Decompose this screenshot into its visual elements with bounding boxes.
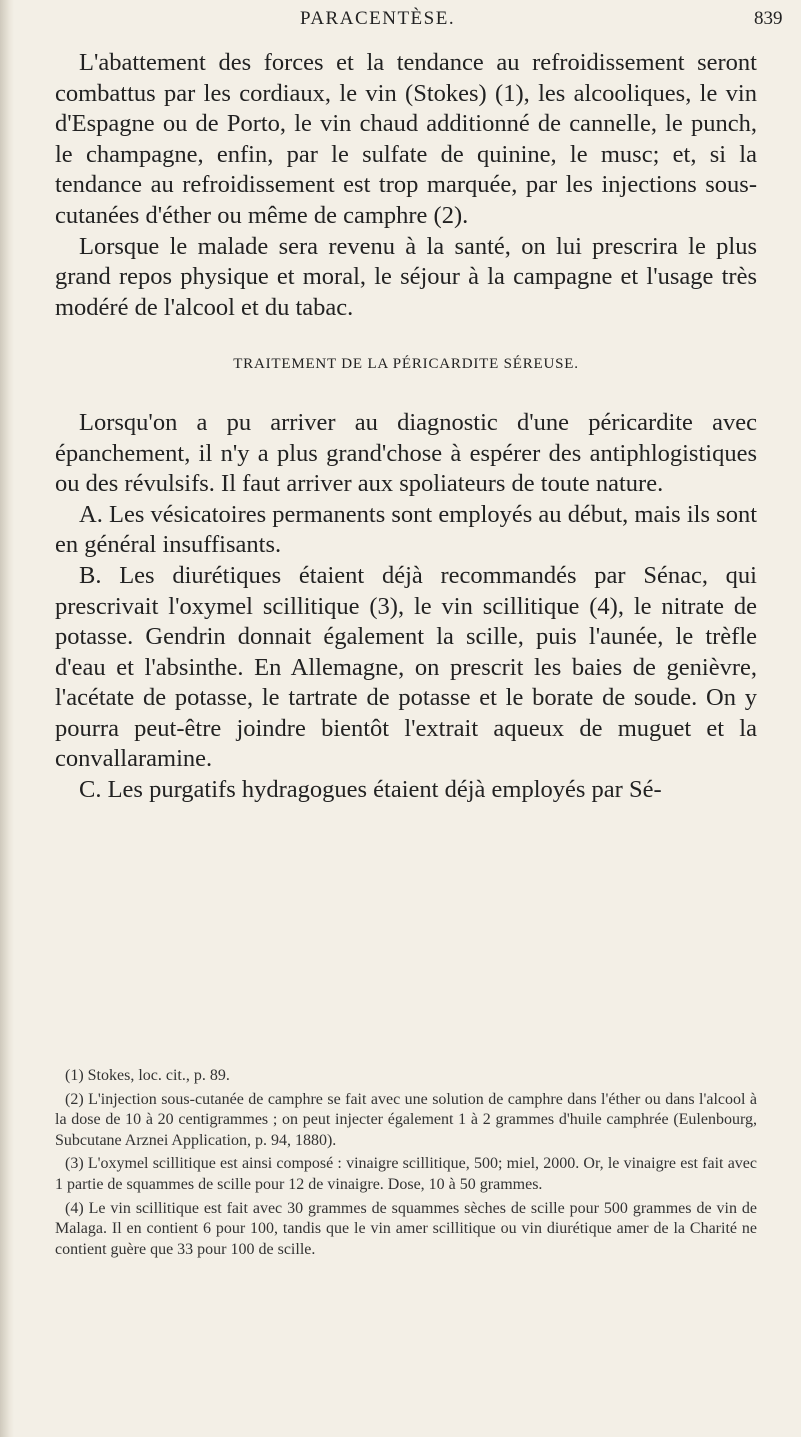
paragraph-convalescence: Lorsque le malade sera revenu à la santé, on lui prescrira le plus grand repos physique et moral, le séjour à la campagne et l'usage très modéré de l'alcool et du tabac.: [55, 232, 757, 321]
page-number: 839: [754, 8, 783, 29]
paragraph-refroidissement: L'abattement des forces et la tendance au refroidissement seront combattus par les cordiaux, le vin (Stokes) (1), les alcooliques, le vin d'Espagne ou de Porto, le vin chaud additionné de cannelle, le punch, le champagne, enfin, par le sulfate de quinine, le musc; et, si la tendance au refroidissement est trop marquée, par les injections sous-cutanées d'éther ou même de camphre (2).: [55, 49, 757, 229]
section-title: TRAITEMENT DE LA PÉRICARDITE SÉREUSE.: [233, 356, 579, 373]
footnote-1: (1) Stokes, loc. cit., p. 89.: [65, 1067, 230, 1084]
paragraph-diagnostic: Lorsqu'on a pu arriver au diagnostic d'une péricardite avec épanchement, il n'y a plus grand'chose à espérer des antiphlogistiques ou des révulsifs. Il faut arriver aux spoliateurs de toute nature.: [55, 408, 757, 498]
running-title: PARACENTÈSE.: [300, 8, 456, 29]
footnote-2: (2) L'injection sous-cutanée de camphre se fait avec une solution de camphre dans l'éther ou dans l'alcool à la dose de 10 à 20 centigrammes ; on peut injecter également 1 à 2 grammes d'huile camphrée (Eulenbourg, Subcutane Arznei Application, p. 94, 1880).: [55, 1090, 757, 1149]
main-text: [55, 48, 757, 806]
paragraph-vesicatoires: A. Les vésicatoires permanents sont employés au début, mais ils sont en général insuffisants.: [55, 500, 757, 559]
paragraph-purgatifs: C. Les purgatifs hydragogues étaient déjà employés par Sé-: [79, 776, 662, 804]
paragraph-diuretiques: B. Les diurétiques étaient déjà recommandés par Sénac, qui prescrivait l'oxymel scillitique (3), le vin scillitique (4), le nitrate de potasse. Gendrin donnait également la scille, puis l'aunée, le trèfle d'eau et l'absinthe. En Allemagne, on prescrit les baies de genièvre, l'acétate de potasse, le tartrate de potasse et le borate de soude. On y pourra peut-être joindre bientôt l'extrait aqueux de muguet et la convallaramine.: [55, 561, 757, 773]
binding-edge-shadow: [0, 0, 14, 1437]
footnote-4: (4) Le vin scillitique est fait avec 30 grammes de squammes sèches de scille pour 500 grammes de vin de Malaga. Il en contient 6 pour 100, tandis que le vin amer scillitique ou vin diurétique amer de la Charité ne contient guère que 33 pour 100 de scille.: [55, 1199, 757, 1258]
footnotes: [55, 1066, 757, 1263]
page-header: [0, 8, 801, 38]
footnote-3: (3) L'oxymel scillitique est ainsi composé : vinaigre scillitique, 500; miel, 2000. Or, le vinaigre est fait avec 1 partie de squammes de scille pour 12 de vinaigre. Dose, 10 à 50 grammes.: [55, 1155, 757, 1193]
